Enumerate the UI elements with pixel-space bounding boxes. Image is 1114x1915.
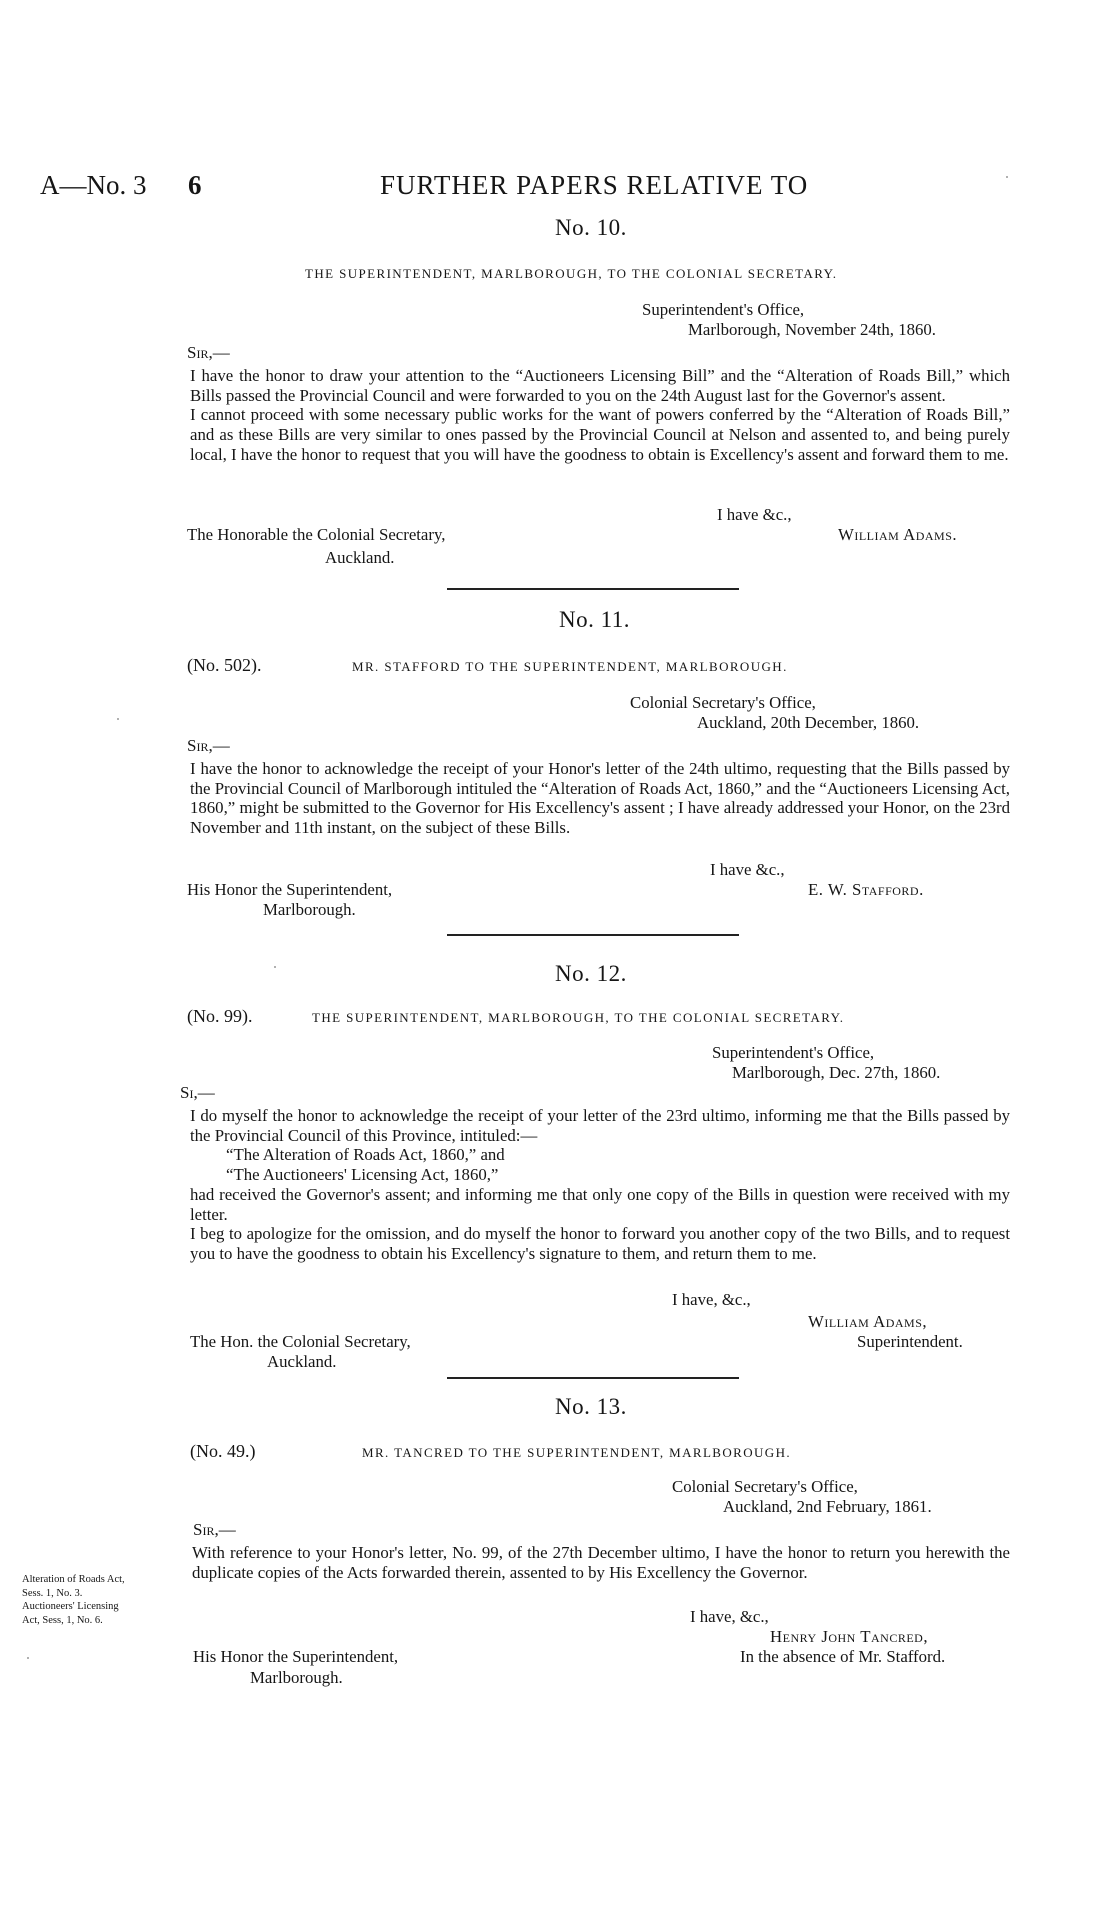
section-divider: [447, 588, 739, 590]
recipient-place: Auckland.: [267, 1352, 337, 1371]
signature-title: Superintendent.: [857, 1332, 963, 1351]
doc-reference: (No. 502).: [187, 655, 262, 675]
recipient: The Hon. the Colonial Secretary,: [190, 1332, 411, 1351]
signature: William Adams.: [838, 525, 958, 544]
section-divider: [447, 934, 739, 936]
paragraph: I do myself the honor to acknowledge the receipt of your letter of the 23rd ultimo, informing me that the Bills passed by the Provincial Council of this Province, intituled:—: [190, 1106, 1010, 1145]
closing: I have, &c.,: [690, 1607, 769, 1626]
paragraph: I cannot proceed with some necessary public works for the want of powers conferred by the “Alteration of Roads Bill,” and as these Bills are very similar to ones passed by the Provincial Council at Nelson and assented to, and being purely local, I have the honor to request that you will have the goodness to obtain is Excellency's assent and forward them to me.: [190, 405, 1010, 464]
closing: I have &c.,: [710, 860, 785, 879]
signature: Henry John Tancred,: [770, 1627, 929, 1646]
quoted-title: “The Auctioneers' Licensing Act, 1860,”: [226, 1165, 499, 1185]
margin-note-line: Sess. 1, No. 3.: [22, 1587, 83, 1599]
doc-heading: THE SUPERINTENDENT, MARLBOROUGH, TO THE COLONIAL SECRETARY.: [305, 266, 838, 281]
address-date: Auckland, 20th December, 1860.: [697, 713, 920, 732]
signature: William Adams,: [808, 1312, 928, 1331]
margin-note: [22, 1573, 192, 1627]
paragraph: had received the Governor's assent; and informing me that only one copy of the Bills in question were received with my letter.: [190, 1184, 1010, 1224]
salutation: Sir,—: [187, 343, 230, 362]
margin-note-line: Auctioneers' Licensing: [22, 1601, 119, 1612]
doc-number: No. 13.: [555, 1394, 627, 1419]
letter-body: [190, 759, 1010, 838]
recipient-place: Marlborough.: [250, 1668, 343, 1687]
doc-number: No. 11.: [559, 607, 631, 632]
address-line: Colonial Secretary's Office,: [630, 693, 816, 712]
doc-number: No. 12.: [555, 961, 627, 986]
doc-heading: MR. TANCRED TO THE SUPERINTENDENT, MARLBOROUGH.: [362, 1445, 792, 1460]
doc-reference: (No. 99).: [187, 1006, 253, 1026]
scan-speck: [117, 718, 119, 720]
paragraph: With reference to your Honor's letter, No. 99, of the 27th December ultimo, I have the honor to return you herewith the duplicate copies of the Acts forwarded therein, assented to by His Excellency the Governor.: [192, 1543, 1010, 1582]
scan-speck: [1006, 176, 1008, 178]
margin-note-line: Act, Sess, 1, No. 6.: [22, 1614, 103, 1626]
quoted-title: “The Alteration of Roads Act, 1860,” and: [226, 1145, 505, 1165]
address-line: Superintendent's Office,: [642, 300, 805, 319]
page-title: FURTHER PAPERS RELATIVE TO: [380, 170, 809, 200]
address-line: Colonial Secretary's Office,: [672, 1477, 858, 1496]
letter-body: [190, 366, 1010, 465]
signature: E. W. Stafford.: [808, 880, 924, 899]
margin-note-line: Alteration of Roads Act,: [22, 1574, 125, 1585]
doc-heading: THE SUPERINTENDENT, MARLBOROUGH, TO THE COLONIAL SECRETARY.: [312, 1010, 845, 1025]
paragraph: I have the honor to acknowledge the receipt of your Honor's letter of the 24th ultimo, requesting that the Bills passed by the Provincial Council of Marlborough intituled the “Alteration of Roads Act, 1860,” and the “Auctioneers Licensing Act, 1860,” might be submitted to the Governor for His Excellency's assent ; I have already addressed your Honor, on the 23rd November and 11th instant, on the subject of these Bills.: [190, 759, 1010, 838]
recipient: The Honorable the Colonial Secretary,: [187, 525, 446, 544]
closing: I have &c.,: [717, 505, 792, 524]
recipient: His Honor the Superintendent,: [193, 1647, 399, 1666]
section-divider: [447, 1377, 739, 1379]
doc-reference: (No. 49.): [190, 1441, 256, 1461]
salutation: Sir,—: [193, 1520, 236, 1539]
address-date: Marlborough, November 24th, 1860.: [688, 320, 936, 339]
salutation: Si,—: [180, 1083, 215, 1102]
scan-speck: [27, 1657, 29, 1659]
address-date: Auckland, 2nd February, 1861.: [723, 1497, 932, 1516]
salutation: Sir,—: [187, 736, 230, 755]
signature-title: In the absence of Mr. Stafford.: [740, 1647, 946, 1666]
doc-number: No. 10.: [555, 215, 627, 240]
letter-body: [192, 1543, 1010, 1582]
scan-speck: [274, 966, 276, 968]
page-number: 6: [188, 170, 202, 200]
paragraph: I beg to apologize for the omission, and do myself the honor to forward you another copy of the two Bills, and to request you to have the goodness to obtain his Excellency's signature to them, and return them to me.: [190, 1224, 1010, 1263]
letter-body: [190, 1106, 1010, 1264]
address-date: Marlborough, Dec. 27th, 1860.: [732, 1063, 941, 1082]
doc-heading: MR. STAFFORD TO THE SUPERINTENDENT, MARLBOROUGH.: [352, 659, 788, 674]
recipient-place: Auckland.: [325, 548, 395, 567]
address-line: Superintendent's Office,: [712, 1043, 875, 1062]
recipient: His Honor the Superintendent,: [187, 880, 393, 899]
recipient-place: Marlborough.: [263, 900, 356, 919]
paragraph: I have the honor to draw your attention to the “Auctioneers Licensing Bill” and the “Alteration of Roads Bill,” which Bills passed the Provincial Council and were forwarded to you on the 24th August last for the Governor's assent.: [190, 366, 1010, 405]
closing: I have, &c.,: [672, 1290, 751, 1309]
series-label: A—No. 3: [40, 170, 147, 200]
